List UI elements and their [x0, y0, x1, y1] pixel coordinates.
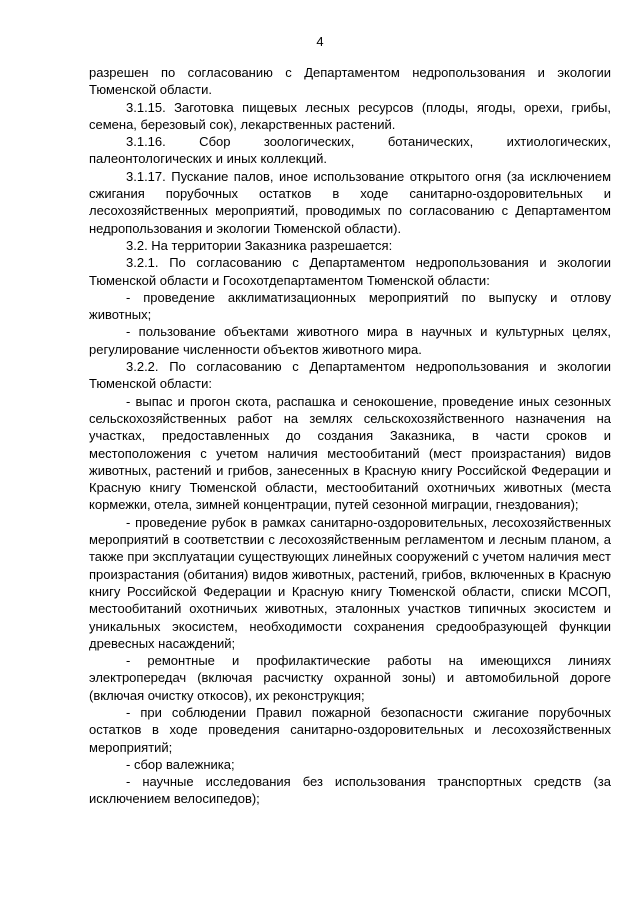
- list-item-deadwood: - сбор валежника;: [126, 756, 235, 772]
- document-body: [89, 64, 611, 808]
- list-item-power-lines: - ремонтные и профилактические работы на имеющихся линиях электропередач (включая расчистку охранной зоны) и автомобильной дороге (включая очистку откосов), их реконструкция;: [89, 653, 611, 703]
- paragraph-3-2-1: 3.2.1. По согласованию с Департаментом недропользования и экологии Тюменской области и Госохотдепартаментом Тюменской области:: [89, 255, 611, 288]
- paragraph-continuation: разрешен по согласованию с Департаментом недропользования и экологии Тюменской области.: [89, 65, 611, 98]
- list-item-research: - научные исследования без использования транспортных средств (за исключением велосипедов);: [89, 774, 611, 807]
- paragraph-3-2: 3.2. На территории Заказника разрешается:: [126, 237, 393, 253]
- paragraph-3-1-16: 3.1.16. Сбор зоологических, ботанических, ихтиологических, палеонтологических и иных коллекций.: [89, 134, 611, 167]
- list-item-burning-residues: - при соблюдении Правил пожарной безопасности сжигание порубочных остатков в ходе проведения санитарно-оздоровительных и лесохозяйственных мероприятий;: [89, 704, 611, 755]
- page-number: 4: [316, 34, 324, 49]
- list-item-wildlife-use: - пользование объектами животного мира в научных и культурных целях, регулирование численности объектов животного мира.: [89, 324, 611, 357]
- list-item-logging: - проведение рубок в рамках санитарно-оздоровительных, лесохозяйственных мероприятий в соответствии с лесохозяйственным регламентом и лесным планом, а также при эксплуатации существующих линейных сооружений с учетом наличия мест произрастания (обитания) видов животных, растений, грибов, включенных в Красную книгу Российской Федерации и Красную книгу Тюменской области, списки МСОП, местообитаний охотничьих животных, эталонных участков типичных экосистем и уникальных экосистем, необходимости сохранения средообразующей функции древесных насаждений;: [89, 514, 611, 651]
- list-item-grazing: - выпас и прогон скота, распашка и сенокошение, проведение иных сезонных сельскохозяйственных работ на землях сельскохозяйственного назначения на участках, предоставленных до создания Заказника, в части сроков и местоположения с учетом наличия местообитаний (мест произрастания) видов животных, растений и грибов, занесенных в Красную книгу Российской Федерации и Красную книгу Тюменской области, местообитаний охотничьих животных (места кормежки, отела, зимней концентрации, путей сезонной миграции, гнездования);: [89, 393, 611, 513]
- list-item-acclimatization: - проведение акклиматизационных мероприятий по выпуску и отлову животных;: [89, 289, 611, 323]
- paragraph-3-1-17: 3.1.17. Пускание палов, иное использование открытого огня (за исключением сжигания порубочных остатков в ходе санитарно-оздоровительных и лесохозяйственных мероприятий, проводимых по согласованию с Департаментом недропользования и экологии Тюменской области).: [89, 168, 611, 236]
- paragraph-3-2-2: 3.2.2. По согласованию с Департаментом недропользования и экологии Тюменской области:: [89, 359, 611, 392]
- paragraph-3-1-15: 3.1.15. Заготовка пищевых лесных ресурсов (плоды, ягоды, орехи, грибы, семена, березовый сок), лекарственных растений.: [89, 99, 611, 132]
